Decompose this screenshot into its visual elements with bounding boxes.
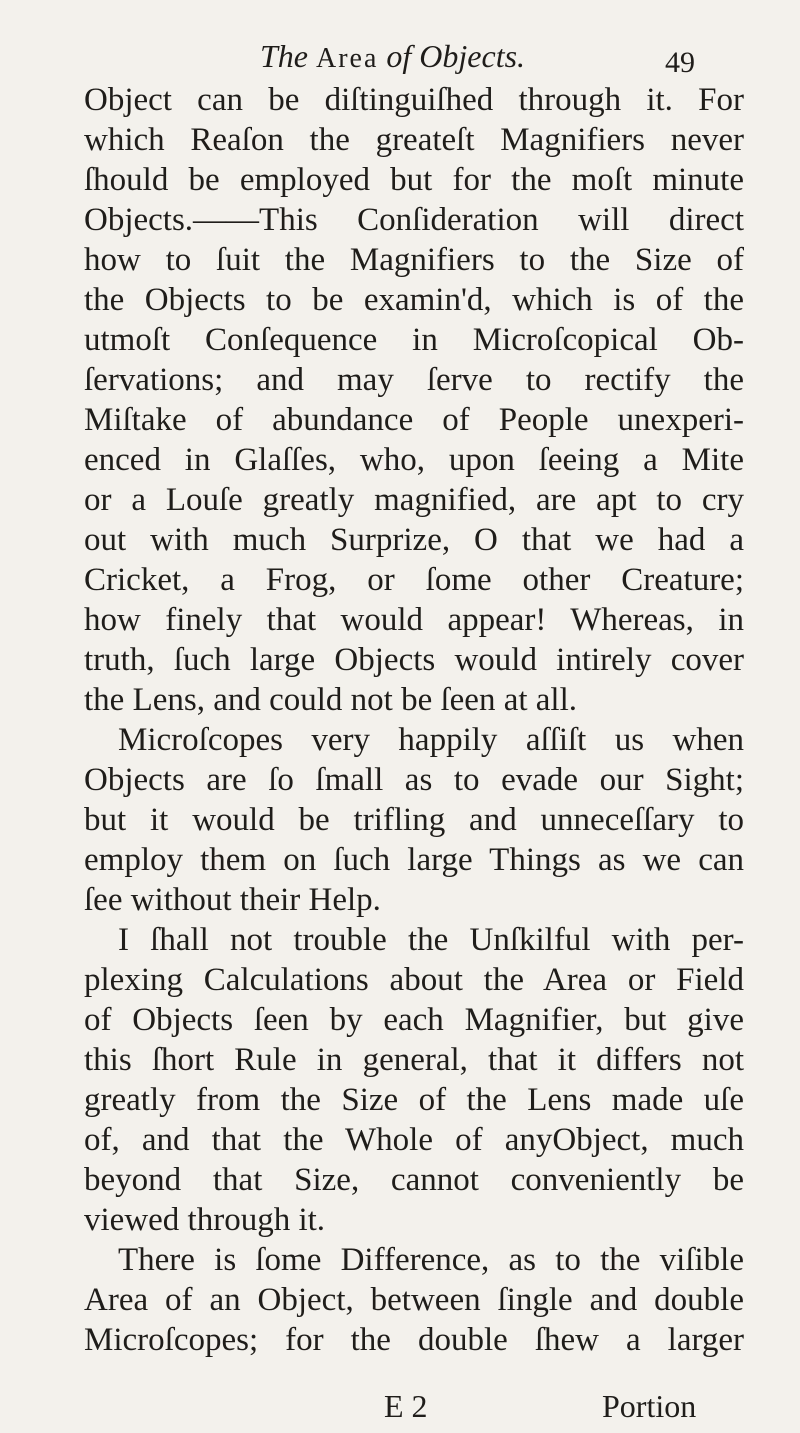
- text-line: ſee without their Help.: [84, 882, 381, 918]
- text-line: viewed through it.: [84, 1202, 326, 1238]
- text-line: of, and that the Whole of anyObject, much: [84, 1122, 744, 1158]
- text-line: how finely that would appear! Whereas, in: [84, 602, 744, 638]
- text-line: Object can be diſtinguiſhed through it. For: [84, 82, 744, 118]
- body-text: [84, 80, 744, 1360]
- text-line: plexing Calculations about the Area or Field: [84, 962, 744, 998]
- page-number: 49: [665, 46, 695, 79]
- text-line: Cricket, a Frog, or ſome other Creature;: [84, 562, 744, 598]
- text-line: or a Louſe greatly magnified, are apt to cry: [84, 482, 744, 518]
- page-footer: [0, 1388, 800, 1428]
- text-line-paragraph-start: Microſcopes very happily aſſiſt us when: [118, 722, 744, 758]
- text-line: truth, ſuch large Objects would intirely cover: [84, 642, 744, 678]
- running-head: [0, 38, 800, 82]
- running-title-rest: of Objects.: [386, 38, 526, 74]
- text-line: utmoſt Conſequence in Microſcopical Ob-: [84, 322, 744, 358]
- running-title-the: The: [260, 38, 308, 74]
- running-title-area: Area: [316, 43, 379, 74]
- text-line: Miſtake of abundance of People unexperi-: [84, 402, 744, 438]
- text-line: how to ſuit the Magnifiers to the Size of: [84, 242, 744, 278]
- text-line: out with much Surprize, O that we had a: [84, 522, 744, 558]
- text-line: Objects.——This Conſideration will direct: [84, 202, 744, 238]
- text-line: beyond that Size, cannot conveniently be: [84, 1162, 744, 1198]
- text-line-paragraph-start: I ſhall not trouble the Unſkilful with per-: [118, 922, 744, 958]
- running-title: [260, 38, 525, 75]
- text-line-paragraph-start: There is ſome Difference, as to the viſible: [118, 1242, 744, 1278]
- text-line: which Reaſon the greateſt Magnifiers never: [84, 122, 744, 158]
- text-line: employ them on ſuch large Things as we can: [84, 842, 744, 878]
- text-line: the Lens, and could not be ſeen at all.: [84, 682, 578, 718]
- text-line: enced in Glaſſes, who, upon ſeeing a Mite: [84, 442, 744, 478]
- text-line: but it would be trifling and unneceſſary to: [84, 802, 744, 838]
- catchword: Portion: [602, 1388, 697, 1424]
- text-line: greatly from the Size of the Lens made uſe: [84, 1082, 744, 1118]
- text-line: ſervations; and may ſerve to rectify the: [84, 362, 744, 398]
- text-line: Objects are ſo ſmall as to evade our Sight;: [84, 762, 744, 798]
- text-line: this ſhort Rule in general, that it differs not: [84, 1042, 744, 1078]
- text-line: the Objects to be examin'd, which is of the: [84, 282, 744, 318]
- text-line: of Objects ſeen by each Magnifier, but give: [84, 1002, 744, 1038]
- text-line: ſhould be employed but for the moſt minute: [84, 162, 744, 198]
- text-line: Area of an Object, between ſingle and double: [84, 1282, 744, 1318]
- text-line: Microſcopes; for the double ſhew a larger: [84, 1322, 744, 1358]
- signature-mark: E 2: [384, 1388, 428, 1424]
